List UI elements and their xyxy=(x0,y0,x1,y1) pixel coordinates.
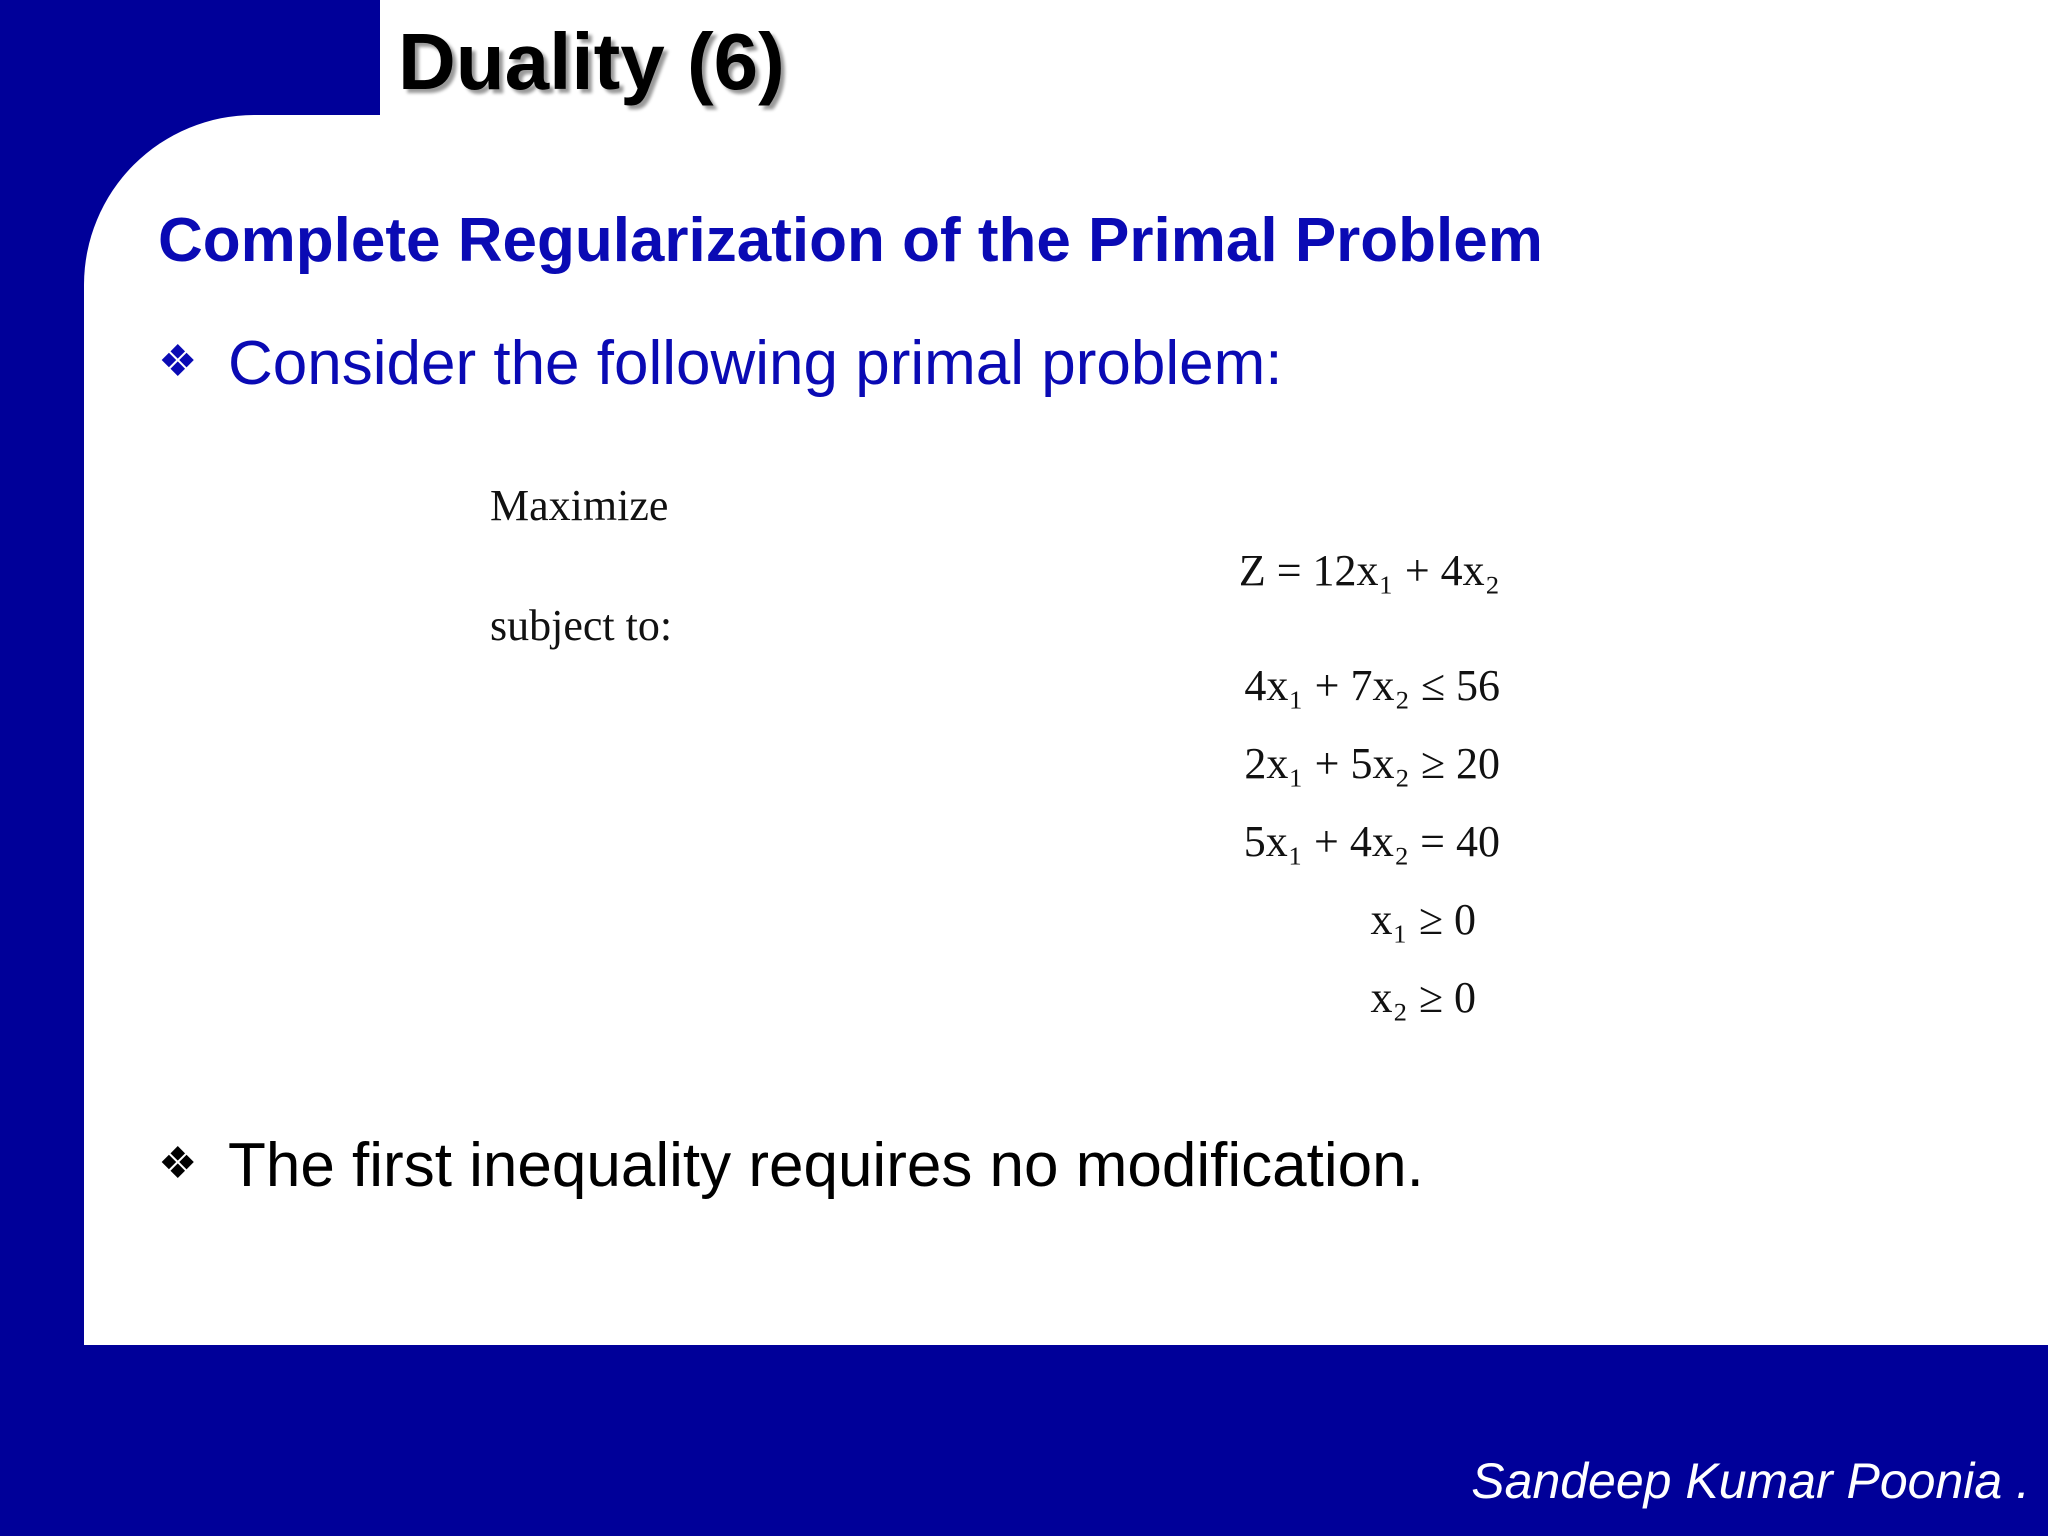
constraint: 5x₁ + 4x₂ = 40 xyxy=(1243,817,1500,866)
bullet-item xyxy=(158,328,1282,399)
constraint: 2x₁ + 5x₂ ≥ 20 xyxy=(1244,739,1500,788)
bullet-diamond-icon: ❖ xyxy=(158,337,198,386)
constraint: 4x₁ + 7x₂ ≤ 56 xyxy=(1244,661,1500,710)
subject-to-label: subject to: xyxy=(490,601,673,650)
objective-function: Z = 12x₁ + 4x₂ xyxy=(1238,546,1500,595)
slide-title: Duality (6) xyxy=(398,17,785,106)
constraint: x₂ ≥ 0 xyxy=(1370,973,1476,1022)
slide-subtitle: Complete Regularization of the Primal Problem xyxy=(158,206,1543,275)
footer-author: Sandeep Kumar Poonia . xyxy=(1471,1453,2030,1509)
bullet-diamond-icon: ❖ xyxy=(158,1139,198,1188)
constraint: x₁ ≥ 0 xyxy=(1370,895,1476,944)
bullet-item xyxy=(158,1130,1424,1201)
bullet-text: Consider the following primal problem: xyxy=(228,329,1283,398)
maximize-label: Maximize xyxy=(490,481,669,530)
bullet-text: The first inequality requires no modification. xyxy=(228,1131,1424,1200)
